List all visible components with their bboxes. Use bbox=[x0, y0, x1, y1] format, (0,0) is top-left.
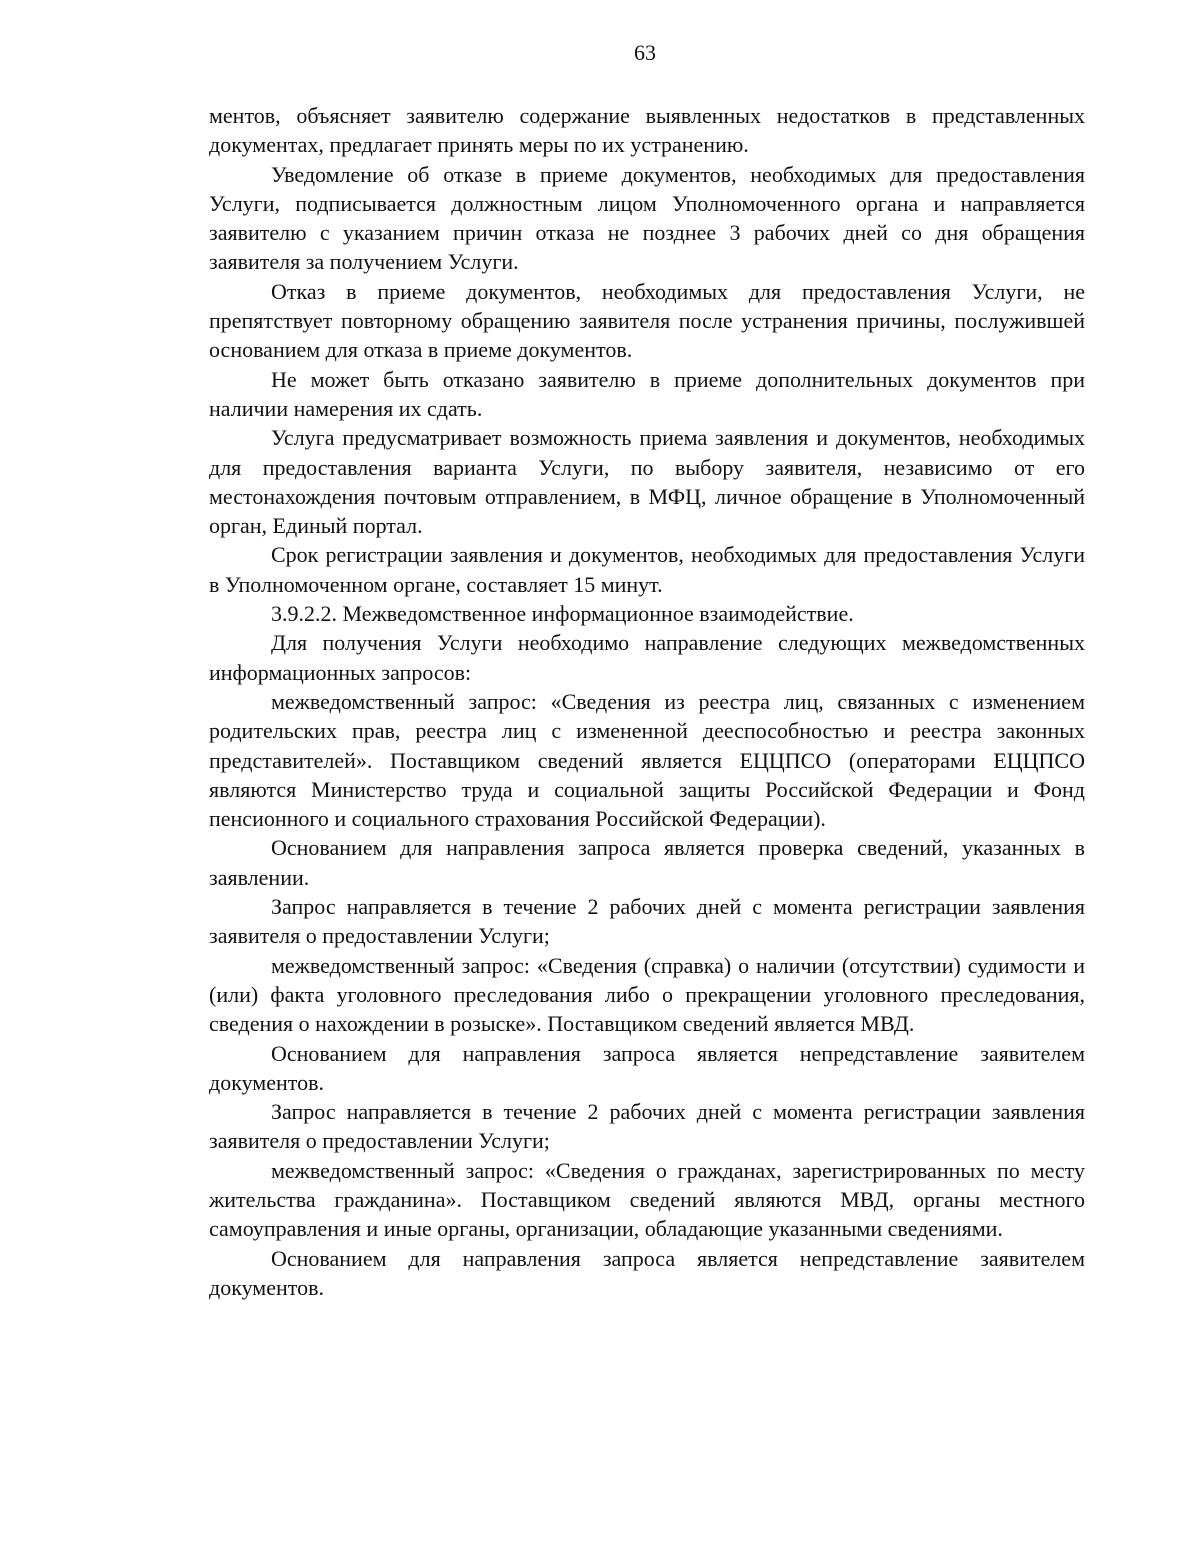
page-number: 63 bbox=[634, 40, 656, 65]
paragraph-request-criminal-basis: Основанием для направления запроса является непредставление заявителем документов. bbox=[209, 1040, 1085, 1095]
paragraph-continuation: ментов, объясняет заявителю содержание выявленных недостатков в представленных документах, предлагает принять меры по их устранению. bbox=[209, 103, 1085, 158]
paragraph-request-criminal-deadline: Запрос направляется в течение 2 рабочих дней с момента регистрации заявления заявителя о предоставлении Услуги; bbox=[209, 1099, 1085, 1154]
paragraph-request-registry-deadline: Запрос направляется в течение 2 рабочих дней с момента регистрации заявления заявителя о предоставлении Услуги; bbox=[209, 894, 1085, 949]
paragraph-refusal-notice: Уведомление об отказе в приеме документов, необходимых для предоставления Услуги, подписывается должностным лицом Уполномоченного органа и направляется заявителю с указанием причин отказа не позднее 3 рабочих дней со дня обращения заявителя за получением Услуги. bbox=[209, 161, 1085, 275]
paragraph-request-residence-basis: Основанием для направления запроса является непредставление заявителем документов. bbox=[209, 1245, 1085, 1300]
paragraph-registration-time: Срок регистрации заявления и документов, необходимых для предоставления Услуги в Уполномоченном органе, составляет 15 минут. bbox=[209, 542, 1085, 597]
paragraph-additional-documents: Не может быть отказано заявителю в приеме дополнительных документов при наличии намерения их сдать. bbox=[209, 366, 1085, 421]
paragraph-request-registry-basis: Основанием для направления запроса является проверка сведений, указанных в заявлении. bbox=[209, 835, 1085, 890]
section-heading-3-9-2-2: 3.9.2.2. Межведомственное информационное взаимодействие. bbox=[271, 601, 854, 627]
document-body bbox=[209, 101, 1085, 1302]
paragraph-request-residence: межведомственный запрос: «Сведения о гражданах, зарегистрированных по месту жительства гражданина». Поставщиком сведений являются МВД, органы местного самоуправления и иные органы, организации, обладающие указанными сведениями. bbox=[209, 1157, 1085, 1242]
paragraph-requests-intro: Для получения Услуги необходимо направление следующих межведомственных информационных запросов: bbox=[209, 630, 1085, 685]
paragraph-request-registry: межведомственный запрос: «Сведения из реестра лиц, связанных с изменением родительских прав, реестра лиц с измененной дееспособностью и реестра законных представителей». Поставщиком сведений является ЕЦЦПСО (операторами ЕЦЦПСО являются Министерство труда и социальной защиты Российской Федерации и Фонд пенсионного и социального страхования Российской Федерации). bbox=[209, 688, 1085, 832]
paragraph-refusal-no-obstacle: Отказ в приеме документов, необходимых для предоставления Услуги, не препятствует повторному обращению заявителя после устранения причины, послужившей основанием для отказа в приеме документов. bbox=[209, 278, 1085, 363]
paragraph-request-criminal-record: межведомственный запрос: «Сведения (справка) о наличии (отсутствии) судимости и (или) факта уголовного преследования либо о прекращении уголовного преследования, сведения о нахождении в розыске». Поставщиком сведений является МВД. bbox=[209, 952, 1085, 1037]
paragraph-submission-options: Услуга предусматривает возможность приема заявления и документов, необходимых для предоставления варианта Услуги, по выбору заявителя, независимо от его местонахождения почтовым отправлением, в МФЦ, личное обращение в Уполномоченный орган, Единый портал. bbox=[209, 425, 1085, 539]
